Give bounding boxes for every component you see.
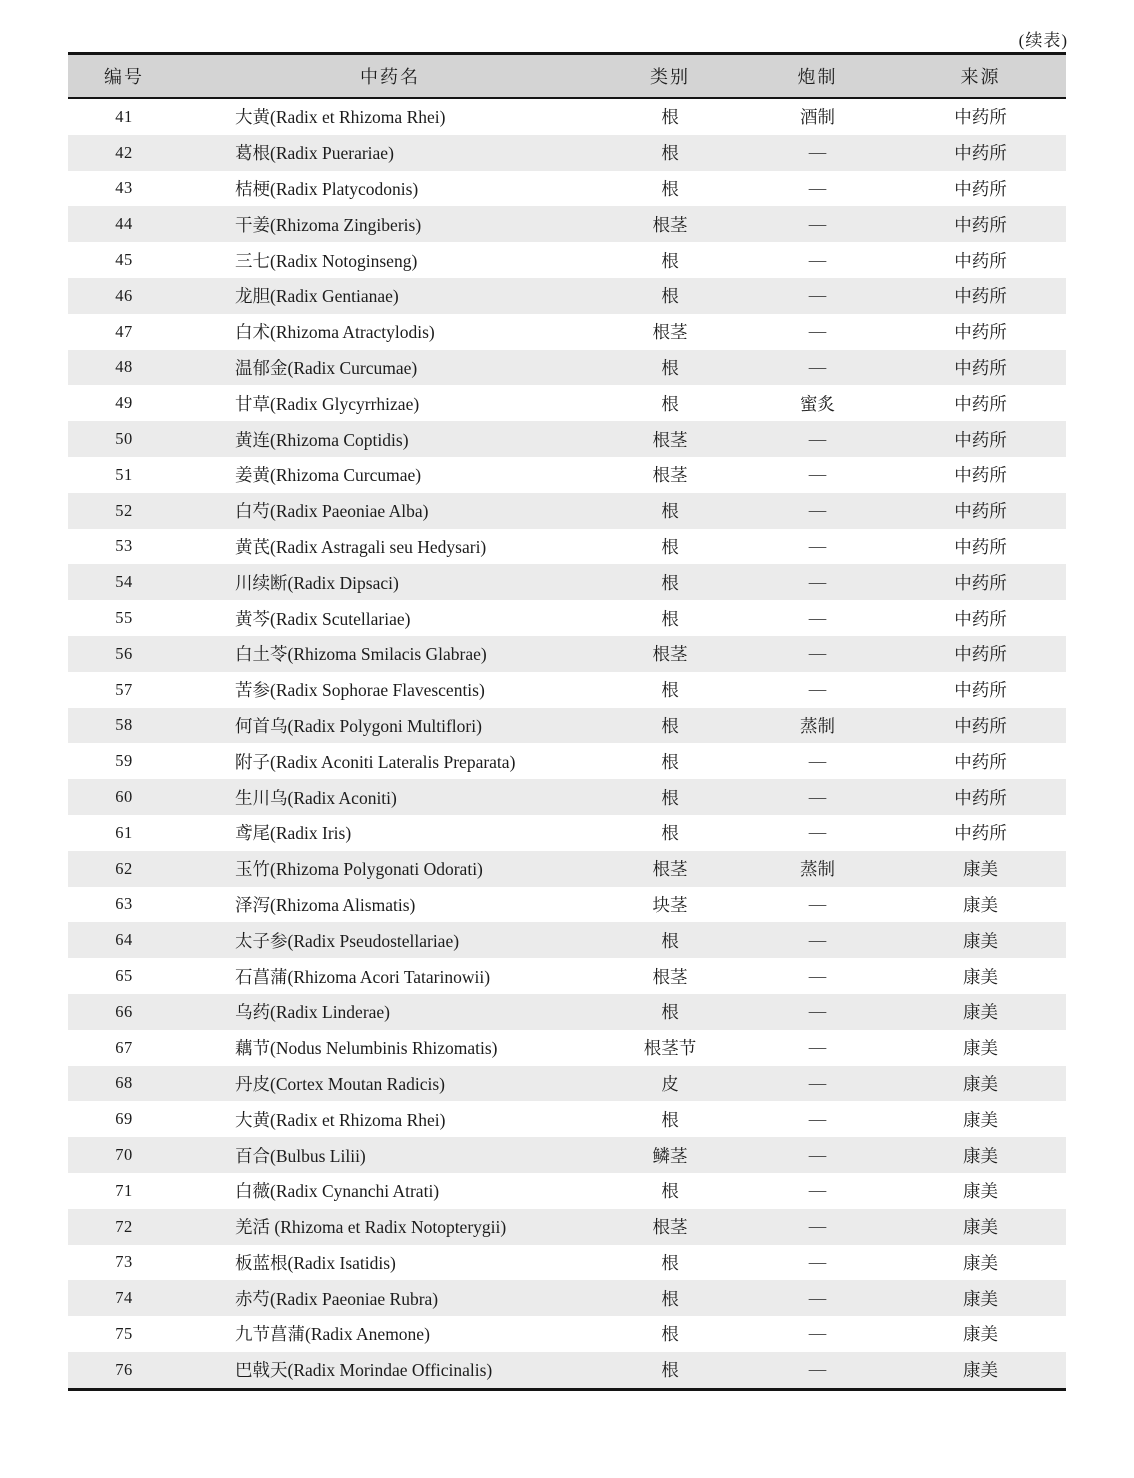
cell-name: 何首乌(Radix Polygoni Multiflori) bbox=[180, 708, 600, 744]
cell-name: 羌活 (Rhizoma et Radix Notopterygii) bbox=[180, 1209, 600, 1245]
cell-number: 66 bbox=[68, 994, 180, 1030]
cell-category: 根 bbox=[600, 1280, 740, 1316]
cell-category: 根 bbox=[661, 1324, 679, 1345]
cell-name: 白土苓(Rhizoma Smilacis Glabrae) bbox=[180, 636, 600, 672]
column-header-number: 编号 bbox=[68, 54, 180, 99]
cell-category: 根 bbox=[600, 564, 740, 600]
table-row bbox=[68, 135, 1066, 171]
cell-number: 46 bbox=[68, 278, 180, 314]
table-row bbox=[68, 851, 1066, 887]
column-header-name: 中药名 bbox=[180, 54, 600, 99]
cell-number: 55 bbox=[115, 608, 133, 628]
cell-category: 根茎 bbox=[652, 322, 688, 343]
cell-processing: — bbox=[808, 464, 827, 485]
cell-processing: — bbox=[808, 249, 827, 270]
table-row bbox=[68, 1280, 1066, 1316]
cell-number: 57 bbox=[115, 679, 133, 699]
column-header-source: 来源 bbox=[895, 54, 1066, 99]
cell-name: 藕节(Nodus Nelumbinis Rhizomatis) bbox=[235, 1038, 498, 1059]
cell-processing: — bbox=[808, 750, 827, 771]
cell-source: 康美 bbox=[963, 966, 998, 987]
cell-number: 47 bbox=[115, 321, 133, 341]
cell-source: 中药所 bbox=[895, 779, 1066, 815]
cell-source: 中药所 bbox=[895, 278, 1066, 314]
cell-processing: — bbox=[808, 893, 827, 914]
cell-name: 生川乌(Radix Aconiti) bbox=[180, 779, 600, 815]
cell-processing: — bbox=[808, 679, 827, 700]
cell-name: 石菖蒲(Rhizoma Acori Tatarinowii) bbox=[235, 966, 491, 987]
cell-category: 根 bbox=[661, 393, 679, 414]
cell-name: 川续断(Radix Dipsaci) bbox=[180, 564, 600, 600]
cell-processing: 蒸制 bbox=[740, 708, 895, 744]
cell-source: 康美 bbox=[963, 1324, 998, 1345]
table-row bbox=[68, 242, 1066, 278]
cell-name: 龙胆(Radix Gentianae) bbox=[180, 278, 600, 314]
table-row bbox=[68, 958, 1066, 994]
cell-number: 73 bbox=[115, 1252, 133, 1272]
table-row bbox=[68, 708, 1066, 744]
cell-processing: — bbox=[808, 1251, 827, 1272]
cell-source: 中药所 bbox=[895, 636, 1066, 672]
cell-number: 68 bbox=[68, 1066, 180, 1102]
cell-processing: — bbox=[740, 1352, 895, 1389]
cell-source: 中药所 bbox=[895, 206, 1066, 242]
cell-category: 根 bbox=[600, 135, 740, 171]
table-header-row bbox=[68, 54, 1066, 99]
cell-name: 泽泻(Rhizoma Alismatis) bbox=[235, 894, 416, 915]
cell-processing: — bbox=[740, 1280, 895, 1316]
cell-number: 49 bbox=[115, 393, 133, 413]
cell-source: 康美 bbox=[895, 1280, 1066, 1316]
cell-source: 康美 bbox=[895, 1066, 1066, 1102]
cell-source: 康美 bbox=[895, 851, 1066, 887]
cell-processing: — bbox=[808, 1108, 827, 1129]
cell-category: 根 bbox=[661, 608, 679, 629]
cell-name: 大黄(Radix et Rhizoma Rhei) bbox=[235, 107, 446, 128]
cell-processing: — bbox=[740, 779, 895, 815]
cell-processing: — bbox=[740, 421, 895, 457]
cell-processing: — bbox=[808, 177, 827, 198]
cell-processing: — bbox=[740, 1209, 895, 1245]
cell-category: 根 bbox=[600, 922, 740, 958]
cell-category: 块茎 bbox=[652, 894, 688, 915]
cell-name: 苦参(Radix Sophorae Flavescentis) bbox=[235, 680, 485, 701]
cell-number: 61 bbox=[115, 822, 133, 842]
cell-number: 54 bbox=[68, 564, 180, 600]
cell-source: 中药所 bbox=[954, 823, 1007, 844]
cell-source: 中药所 bbox=[954, 536, 1007, 557]
table-row bbox=[68, 779, 1066, 815]
cell-source: 康美 bbox=[963, 894, 998, 915]
cell-processing: 酒制 bbox=[800, 107, 835, 128]
cell-name: 九节菖蒲(Radix Anemone) bbox=[235, 1324, 430, 1345]
cell-name: 桔梗(Radix Platycodonis) bbox=[235, 178, 419, 199]
cell-category: 根 bbox=[661, 107, 679, 128]
cell-source: 中药所 bbox=[895, 564, 1066, 600]
cell-source: 康美 bbox=[963, 1252, 998, 1273]
cell-number: 60 bbox=[68, 779, 180, 815]
column-header-category: 类别 bbox=[600, 54, 740, 99]
cell-source: 康美 bbox=[895, 994, 1066, 1030]
cell-name: 葛根(Radix Puerariae) bbox=[180, 135, 600, 171]
cell-category: 根 bbox=[600, 708, 740, 744]
cell-category: 根 bbox=[661, 250, 679, 271]
table-row bbox=[68, 98, 1066, 135]
cell-number: 62 bbox=[68, 851, 180, 887]
table-row bbox=[68, 636, 1066, 672]
cell-processing: — bbox=[740, 1137, 895, 1173]
cell-category: 根茎 bbox=[652, 966, 688, 987]
cell-source: 中药所 bbox=[895, 708, 1066, 744]
cell-number: 42 bbox=[68, 135, 180, 171]
cell-number: 58 bbox=[68, 708, 180, 744]
cell-number: 64 bbox=[68, 922, 180, 958]
table-row bbox=[68, 1101, 1066, 1137]
cell-processing: — bbox=[740, 135, 895, 171]
table-row bbox=[68, 1066, 1066, 1102]
cell-category: 根 bbox=[661, 1252, 679, 1273]
cell-source: 康美 bbox=[895, 1137, 1066, 1173]
cell-number: 44 bbox=[68, 206, 180, 242]
cell-category: 根茎 bbox=[600, 206, 740, 242]
cell-processing: — bbox=[808, 1037, 827, 1058]
table-row bbox=[68, 278, 1066, 314]
cell-category: 根茎节 bbox=[643, 1038, 697, 1059]
table-row bbox=[68, 1352, 1066, 1389]
cell-name: 太子参(Radix Pseudostellariae) bbox=[180, 922, 600, 958]
cell-category: 根 bbox=[600, 994, 740, 1030]
cell-processing: 蜜炙 bbox=[800, 393, 835, 414]
cell-source: 康美 bbox=[895, 922, 1066, 958]
table-body bbox=[68, 98, 1066, 1389]
cell-category: 根 bbox=[661, 536, 679, 557]
cell-source: 中药所 bbox=[954, 608, 1007, 629]
cell-category: 根 bbox=[661, 823, 679, 844]
cell-processing: — bbox=[740, 350, 895, 386]
cell-number: 72 bbox=[68, 1209, 180, 1245]
cell-name: 大黄(Radix et Rhizoma Rhei) bbox=[235, 1109, 446, 1130]
cell-category: 根茎 bbox=[600, 421, 740, 457]
cell-category: 根 bbox=[661, 751, 679, 772]
cell-number: 45 bbox=[115, 250, 133, 270]
table-row bbox=[68, 815, 1066, 851]
cell-number: 51 bbox=[115, 464, 133, 484]
cell-category: 鳞茎 bbox=[600, 1137, 740, 1173]
cell-category: 根 bbox=[661, 1109, 679, 1130]
cell-number: 76 bbox=[68, 1352, 180, 1389]
table-row bbox=[68, 529, 1066, 565]
cell-name: 姜黄(Rhizoma Curcumae) bbox=[235, 465, 422, 486]
cell-name: 温郁金(Radix Curcumae) bbox=[180, 350, 600, 386]
table-row bbox=[68, 1245, 1066, 1281]
cell-category: 根 bbox=[661, 680, 679, 701]
cell-category: 根茎 bbox=[600, 636, 740, 672]
cell-category: 根 bbox=[600, 278, 740, 314]
cell-processing: — bbox=[740, 564, 895, 600]
cell-name: 白术(Rhizoma Atractylodis) bbox=[235, 322, 435, 343]
cell-name: 白薇(Radix Cynanchi Atrati) bbox=[235, 1181, 440, 1202]
cell-category: 皮 bbox=[600, 1066, 740, 1102]
cell-category: 根 bbox=[661, 1181, 679, 1202]
cell-processing: — bbox=[740, 278, 895, 314]
cell-name: 干姜(Rhizoma Zingiberis) bbox=[180, 206, 600, 242]
cell-source: 康美 bbox=[963, 1038, 998, 1059]
cell-source: 中药所 bbox=[954, 393, 1007, 414]
cell-number: 71 bbox=[115, 1180, 133, 1200]
table-row bbox=[68, 421, 1066, 457]
cell-source: 康美 bbox=[963, 1109, 998, 1130]
table-row bbox=[68, 1173, 1066, 1209]
cell-processing: — bbox=[808, 965, 827, 986]
table-row bbox=[68, 994, 1066, 1030]
table-row bbox=[68, 171, 1066, 207]
table-row bbox=[68, 600, 1066, 636]
cell-number: 75 bbox=[115, 1323, 133, 1343]
cell-source: 中药所 bbox=[954, 322, 1007, 343]
cell-source: 中药所 bbox=[954, 751, 1007, 772]
cell-source: 中药所 bbox=[895, 350, 1066, 386]
cell-processing: — bbox=[740, 922, 895, 958]
cell-name: 黄芩(Radix Scutellariae) bbox=[235, 608, 411, 629]
cell-name: 巴戟天(Radix Morindae Officinalis) bbox=[180, 1352, 600, 1389]
table-row bbox=[68, 457, 1066, 493]
cell-category: 根 bbox=[600, 779, 740, 815]
table-row bbox=[68, 564, 1066, 600]
cell-number: 53 bbox=[115, 536, 133, 556]
cell-processing: — bbox=[808, 1323, 827, 1344]
table-row bbox=[68, 887, 1066, 923]
cell-name: 黄连(Rhizoma Coptidis) bbox=[180, 421, 600, 457]
cell-source: 中药所 bbox=[895, 135, 1066, 171]
cell-processing: — bbox=[740, 636, 895, 672]
cell-name: 玉竹(Rhizoma Polygonati Odorati) bbox=[180, 851, 600, 887]
cell-number: 52 bbox=[68, 493, 180, 529]
cell-processing: — bbox=[808, 535, 827, 556]
cell-name: 黄芪(Radix Astragali seu Hedysari) bbox=[235, 536, 487, 557]
cell-name: 乌药(Radix Linderae) bbox=[180, 994, 600, 1030]
cell-source: 中药所 bbox=[954, 107, 1007, 128]
table-row bbox=[68, 350, 1066, 386]
table-row bbox=[68, 1030, 1066, 1066]
cell-number: 63 bbox=[115, 894, 133, 914]
table-row bbox=[68, 672, 1066, 708]
cell-category: 根 bbox=[600, 1352, 740, 1389]
cell-number: 56 bbox=[68, 636, 180, 672]
cell-processing: — bbox=[740, 206, 895, 242]
table-row bbox=[68, 493, 1066, 529]
cell-processing: — bbox=[740, 493, 895, 529]
cell-number: 70 bbox=[68, 1137, 180, 1173]
cell-number: 67 bbox=[115, 1037, 133, 1057]
cell-name: 甘草(Radix Glycyrrhizae) bbox=[235, 393, 420, 414]
cell-source: 康美 bbox=[895, 1352, 1066, 1389]
cell-processing: — bbox=[808, 321, 827, 342]
table-row bbox=[68, 1137, 1066, 1173]
cell-processing: — bbox=[808, 822, 827, 843]
cell-processing: 蒸制 bbox=[740, 851, 895, 887]
cell-category: 根茎 bbox=[600, 1209, 740, 1245]
cell-name: 鸢尾(Radix Iris) bbox=[235, 823, 352, 844]
table-row bbox=[68, 206, 1066, 242]
cell-name: 赤芍(Radix Paeoniae Rubra) bbox=[180, 1280, 600, 1316]
cell-name: 板蓝根(Radix Isatidis) bbox=[235, 1252, 396, 1273]
cell-number: 50 bbox=[68, 421, 180, 457]
table-row bbox=[68, 743, 1066, 779]
cell-source: 中药所 bbox=[954, 465, 1007, 486]
cell-category: 根 bbox=[661, 178, 679, 199]
cell-source: 中药所 bbox=[954, 178, 1007, 199]
cell-name: 百合(Bulbus Lilii) bbox=[180, 1137, 600, 1173]
cell-processing: — bbox=[740, 994, 895, 1030]
herb-table bbox=[68, 52, 1066, 1391]
cell-category: 根茎 bbox=[652, 465, 688, 486]
cell-processing: — bbox=[808, 1180, 827, 1201]
cell-number: 59 bbox=[115, 751, 133, 771]
cell-number: 43 bbox=[115, 178, 133, 198]
cell-number: 65 bbox=[115, 966, 133, 986]
cell-category: 根茎 bbox=[600, 851, 740, 887]
cell-processing: — bbox=[808, 607, 827, 628]
table-row bbox=[68, 314, 1066, 350]
cell-source: 中药所 bbox=[895, 493, 1066, 529]
cell-name: 三七(Radix Notoginseng) bbox=[235, 250, 418, 271]
cell-source: 康美 bbox=[963, 1181, 998, 1202]
continued-table-label: (续表) bbox=[1018, 31, 1068, 50]
cell-category: 根 bbox=[600, 493, 740, 529]
cell-name: 白芍(Radix Paeoniae Alba) bbox=[180, 493, 600, 529]
column-header-processing: 炮制 bbox=[740, 54, 895, 99]
table-row bbox=[68, 1316, 1066, 1352]
cell-source: 康美 bbox=[895, 1209, 1066, 1245]
cell-source: 中药所 bbox=[954, 680, 1007, 701]
cell-number: 48 bbox=[68, 350, 180, 386]
cell-category: 根 bbox=[600, 350, 740, 386]
cell-number: 41 bbox=[115, 106, 133, 126]
cell-number: 69 bbox=[115, 1109, 133, 1129]
cell-name: 附子(Radix Aconiti Lateralis Preparata) bbox=[235, 751, 516, 772]
cell-name: 丹皮(Cortex Moutan Radicis) bbox=[180, 1066, 600, 1102]
cell-processing: — bbox=[740, 1066, 895, 1102]
table-row bbox=[68, 385, 1066, 421]
cell-number: 74 bbox=[68, 1280, 180, 1316]
cell-source: 中药所 bbox=[895, 421, 1066, 457]
table-row bbox=[68, 1209, 1066, 1245]
cell-source: 中药所 bbox=[954, 250, 1007, 271]
table-row bbox=[68, 922, 1066, 958]
